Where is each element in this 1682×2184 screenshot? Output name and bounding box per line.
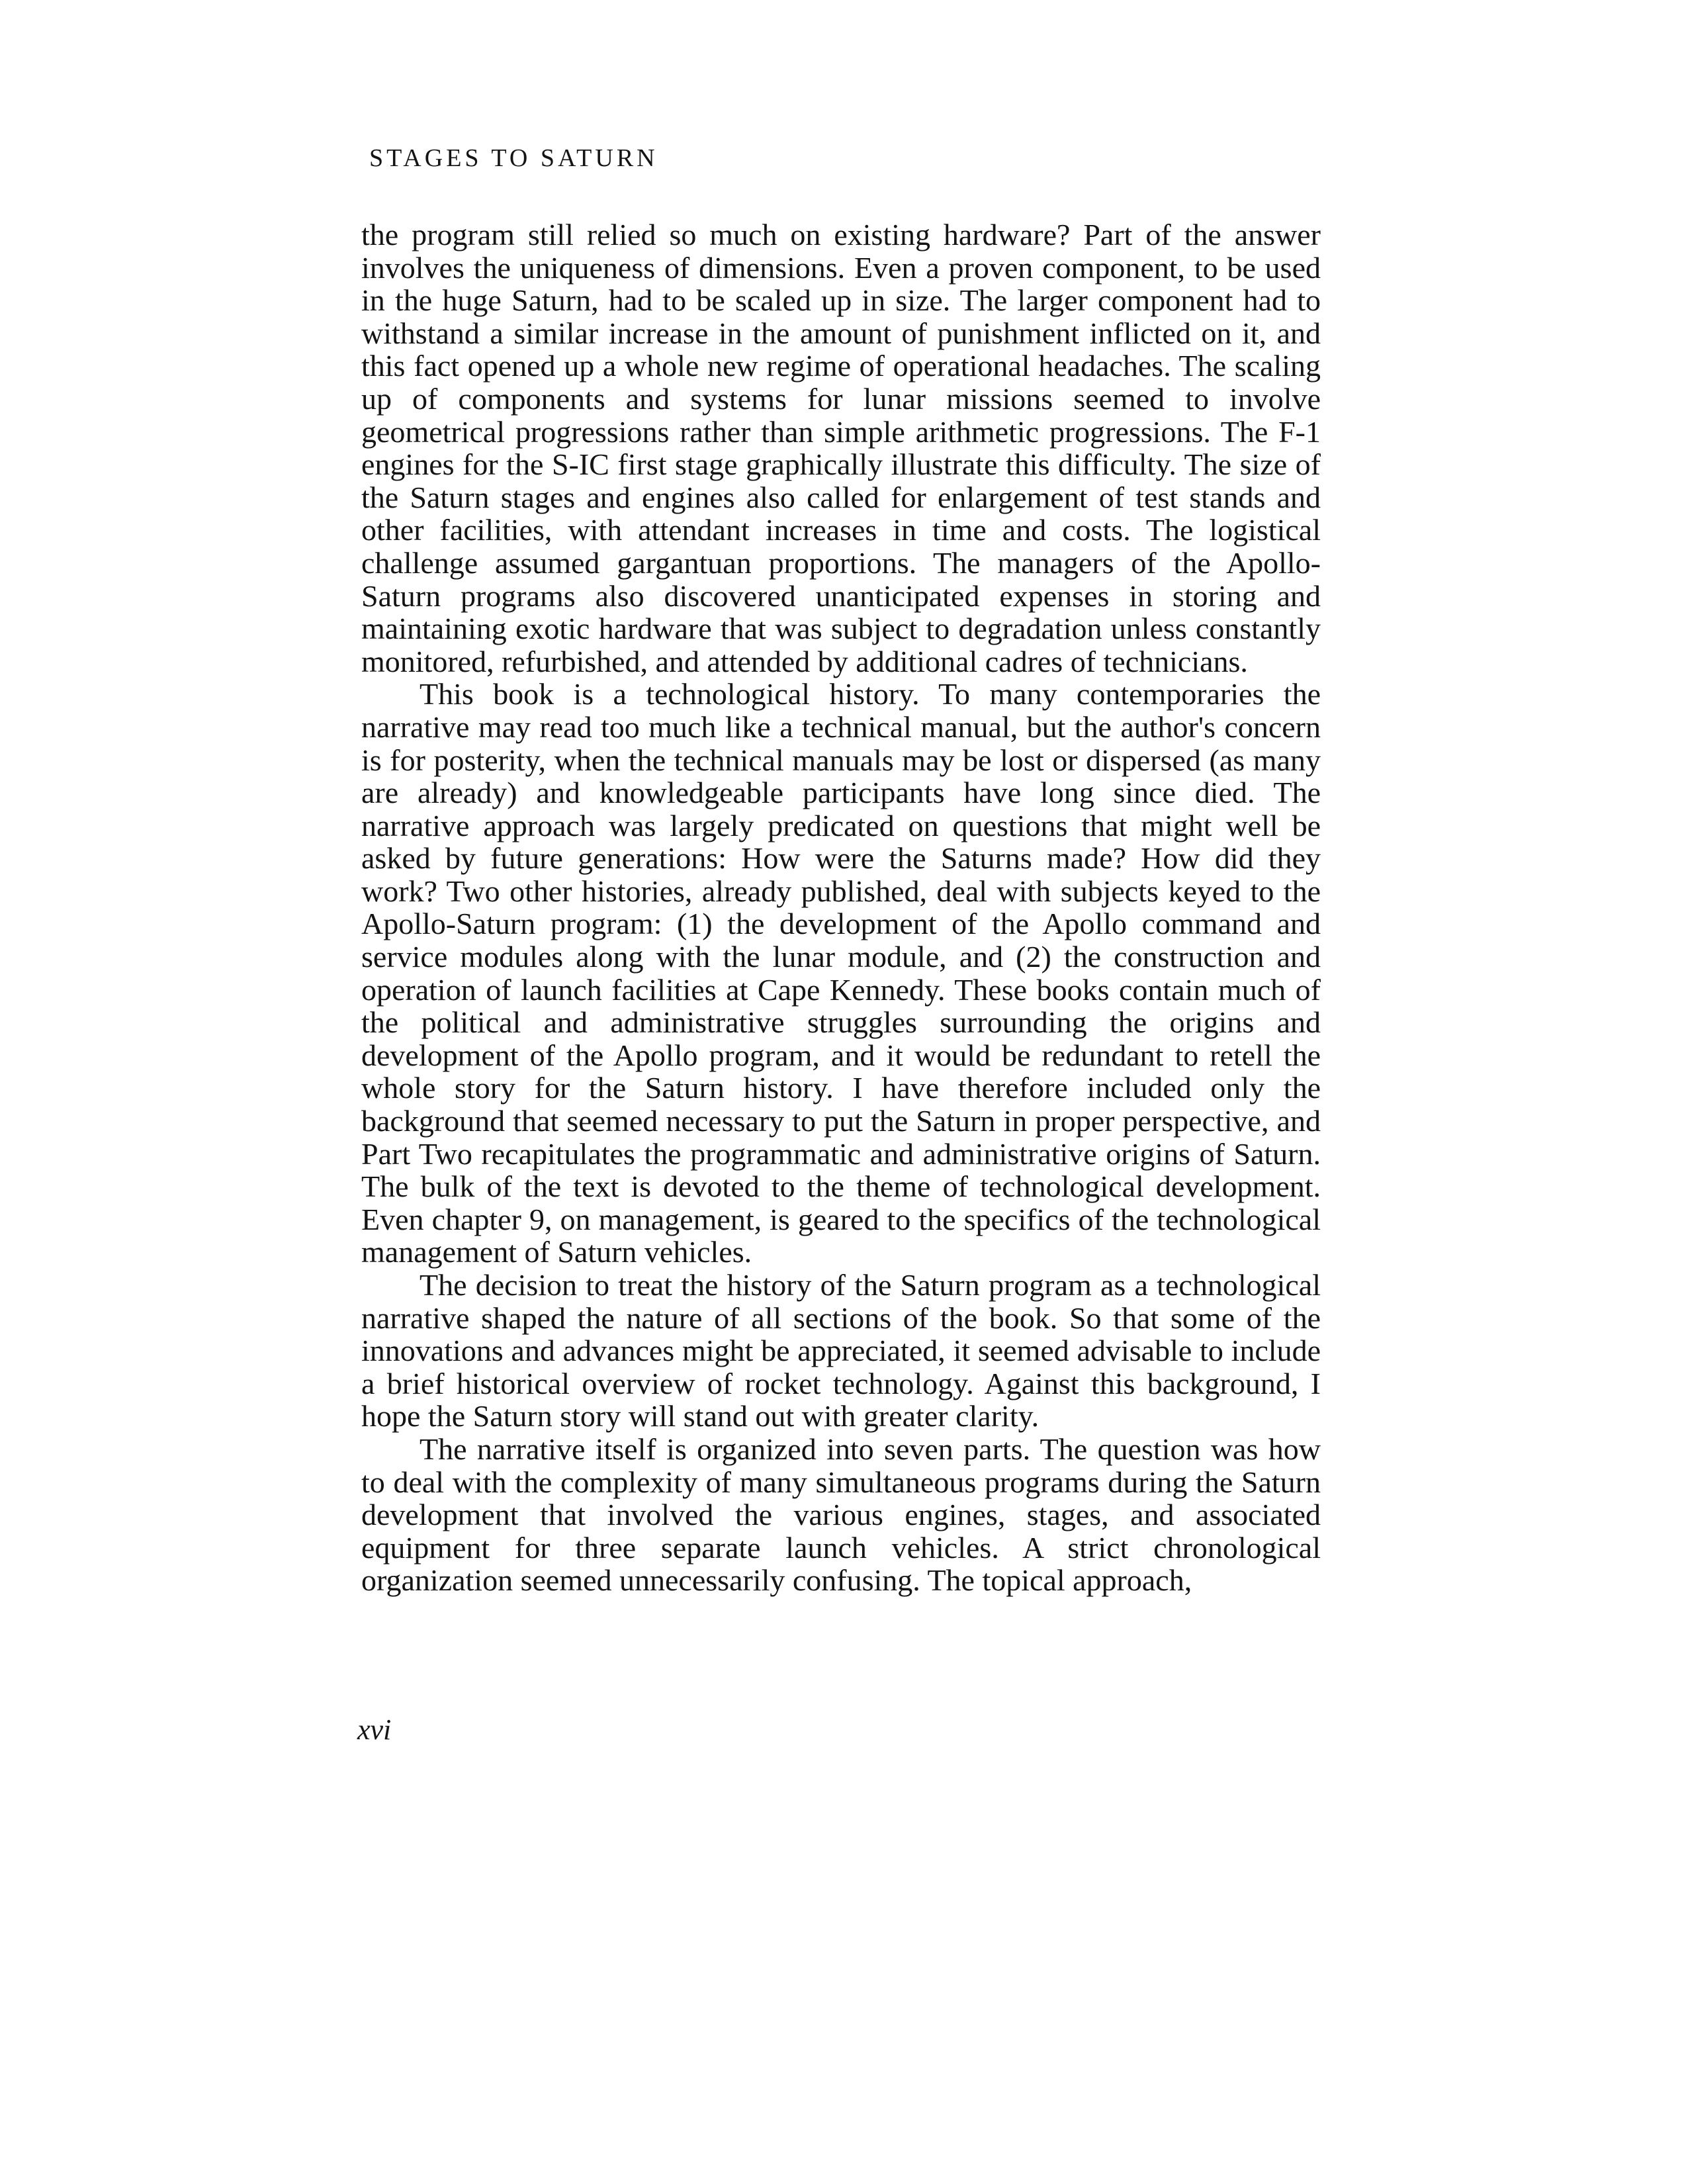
body-text: [361, 218, 1321, 1597]
paragraph-continued: the program still relied so much on existing hardware? Part of the answer involves the uniqueness of dimensions. Even a proven component, to be used in the huge Saturn, had to be scaled up in size. The larger component had to withstand a similar increase in the amount of punishment inflicted on it, and this fact opened up a whole new regime of operational headaches. The scaling up of components and systems for lunar missions seemed to involve geometrical progressions rather than simple arithmetic progressions. The F-1 engines for the S-IC first stage graphically illustrate this difficulty. The size of the Saturn stages and engines also called for enlargement of test stands and other facilities, with attendant increases in time and costs. The logistical challenge assumed gargantuan proportions. The managers of the Apollo-Saturn programs also discovered unanticipated expenses in storing and maintaining exotic hardware that was subject to degradation unless constantly monitored, refurbished, and attended by additional cadres of technicians.: [361, 218, 1321, 678]
page-number: xvi: [357, 1713, 392, 1746]
running-head: STAGES TO SATURN: [369, 144, 658, 172]
paragraph-organization: The narrative itself is organized into seven parts. The question was how to deal with the complexity of many simultaneous programs during the Saturn development that involved the various engines, stages, and associated equipment for three separate launch vehicles. A strict chronological organization seemed unnecessarily confusing. The topical approach,: [361, 1432, 1321, 1598]
paragraph-narrative-decision: The decision to treat the history of the Saturn program as a technological narrative shaped the nature of all sections of the book. So that some of the innovations and advances might be appreciated, it seemed advisable to include a brief historical overview of rocket technology. Against this background, I hope the Saturn story will stand out with greater clarity.: [361, 1268, 1321, 1433]
paragraph-technological-history: This book is a technological history. To many contemporaries the narrative may read too much like a technical manual, but the author's concern is for posterity, when the technical manuals may be lost or dispersed (as many are already) and knowledgeable participants have long since died. The narrative approach was largely predicated on questions that might well be asked by future generations: How were the Saturns made? How did they work? Two other histories, already published, deal with subjects keyed to the Apollo-Saturn program: (1) the development of the Apollo command and service modules along with the lunar module, and (2) the construction and operation of launch facilities at Cape Kennedy. These books contain much of the political and administrative struggles surrounding the origins and development of the Apollo program, and it would be redundant to retell the whole story for the Saturn history. I have therefore included only the background that seemed necessary to put the Saturn in proper perspective, and Part Two recapitulates the programmatic and administrative origins of Saturn. The bulk of the text is devoted to the theme of technological development. Even chapter 9, on management, is geared to the specifics of the technological management of Saturn vehicles.: [361, 677, 1321, 1269]
